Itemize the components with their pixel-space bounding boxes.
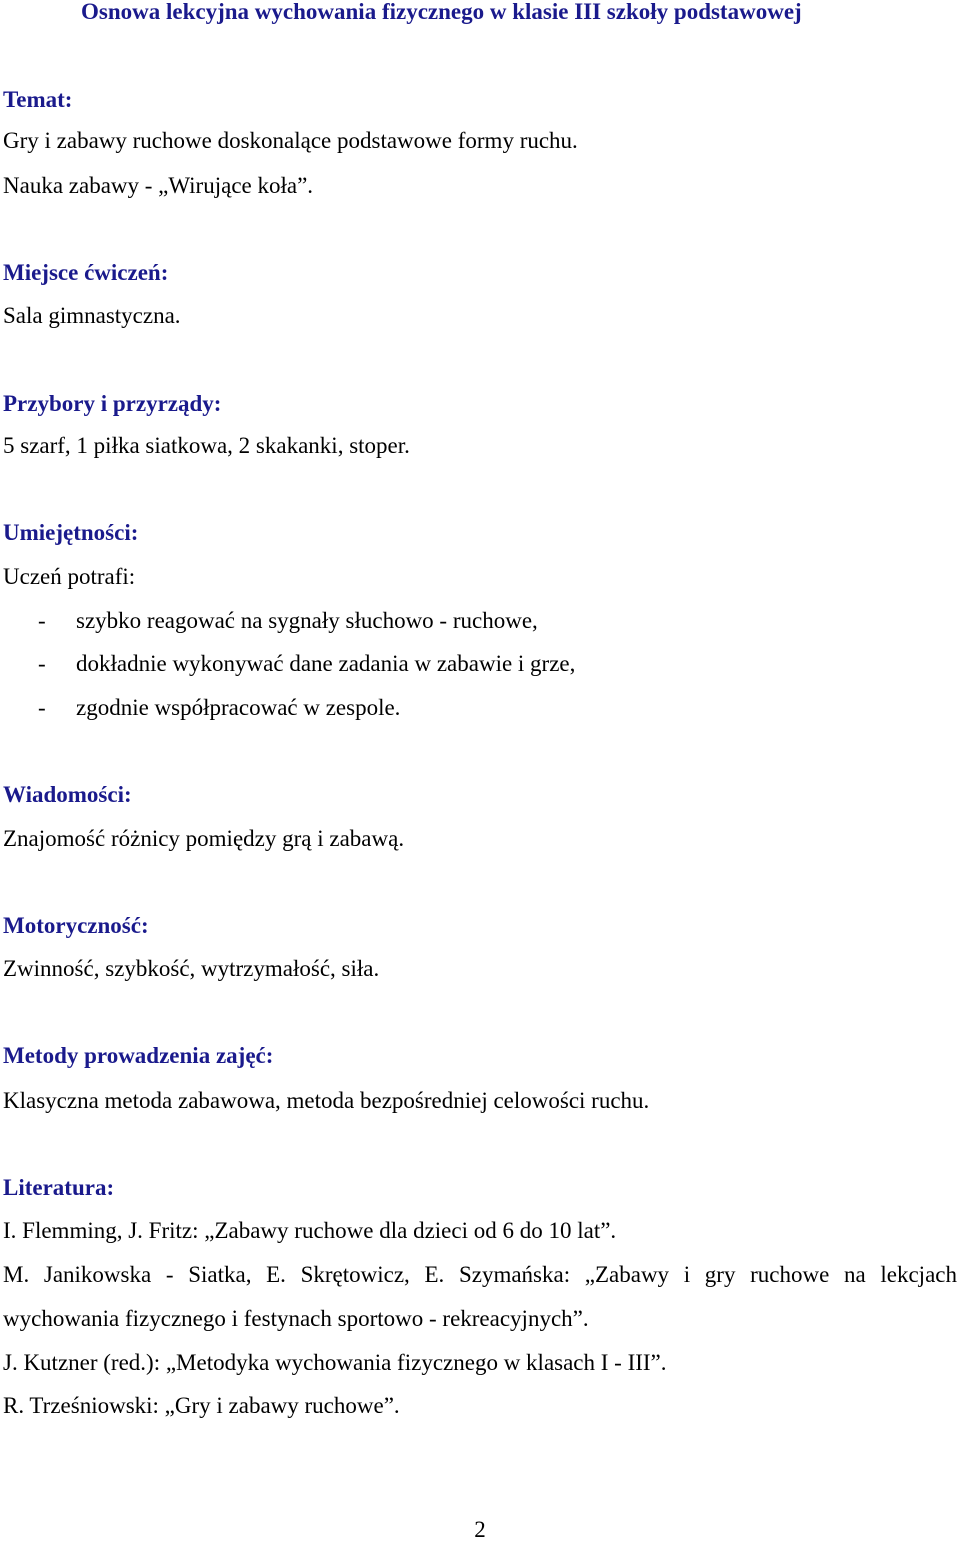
- literatura-entry-continuation: wychowania fizycznego i festynach sportowo - rekreacyjnych”.: [3, 1306, 589, 1331]
- umiejetnosci-item: dokładnie wykonywać dane zadania w zabawie i grze,: [76, 651, 576, 676]
- przybory-line: 5 szarf, 1 piłka siatkowa, 2 skakanki, stoper.: [3, 433, 410, 458]
- page-number: 2: [474, 1517, 486, 1542]
- literatura-entry: I. Flemming, J. Fritz: „Zabawy ruchowe dla dzieci od 6 do 10 lat”.: [3, 1218, 617, 1243]
- umiejetnosci-intro: Uczeń potrafi:: [3, 564, 136, 589]
- temat-line: Gry i zabawy ruchowe doskonalące podstawowe formy ruchu.: [3, 128, 578, 153]
- temat-line: Nauka zabawy - „Wirujące koła”.: [3, 173, 314, 198]
- wiadomosci-line: Znajomość różnicy pomiędzy grą i zabawą.: [3, 826, 405, 851]
- bullet-marker: -: [38, 608, 46, 633]
- przybory-heading: Przybory i przyrządy:: [3, 391, 222, 416]
- motorycznosc-line: Zwinność, szybkość, wytrzymałość, siła.: [3, 956, 380, 981]
- metody-heading: Metody prowadzenia zajęć:: [3, 1043, 274, 1068]
- literatura-entry: R. Trześniowski: „Gry i zabawy ruchowe”.: [3, 1393, 400, 1418]
- motorycznosc-heading: Motoryczność:: [3, 913, 149, 938]
- bullet-marker: -: [38, 695, 46, 720]
- literatura-entry: J. Kutzner (red.): „Metodyka wychowania fizycznego w klasach I - III”.: [3, 1350, 667, 1375]
- document-title: Osnowa lekcyjna wychowania fizycznego w klasie III szkoły podstawowej: [81, 0, 802, 24]
- umiejetnosci-heading: Umiejętności:: [3, 520, 139, 545]
- miejsce-heading: Miejsce ćwiczeń:: [3, 260, 169, 285]
- temat-heading: Temat:: [3, 87, 73, 112]
- umiejetnosci-item: szybko reagować na sygnały słuchowo - ruchowe,: [76, 608, 538, 633]
- wiadomosci-heading: Wiadomości:: [3, 782, 132, 807]
- literatura-entry: M. Janikowska - Siatka, E. Skrętowicz, E. Szymańska: „Zabawy i gry ruchowe na lekcjach: [3, 1262, 957, 1287]
- literatura-heading: Literatura:: [3, 1175, 115, 1200]
- metody-line: Klasyczna metoda zabawowa, metoda bezpośredniej celowości ruchu.: [3, 1088, 650, 1113]
- umiejetnosci-item: zgodnie współpracować w zespole.: [76, 695, 401, 720]
- miejsce-line: Sala gimnastyczna.: [3, 303, 181, 328]
- bullet-marker: -: [38, 651, 46, 676]
